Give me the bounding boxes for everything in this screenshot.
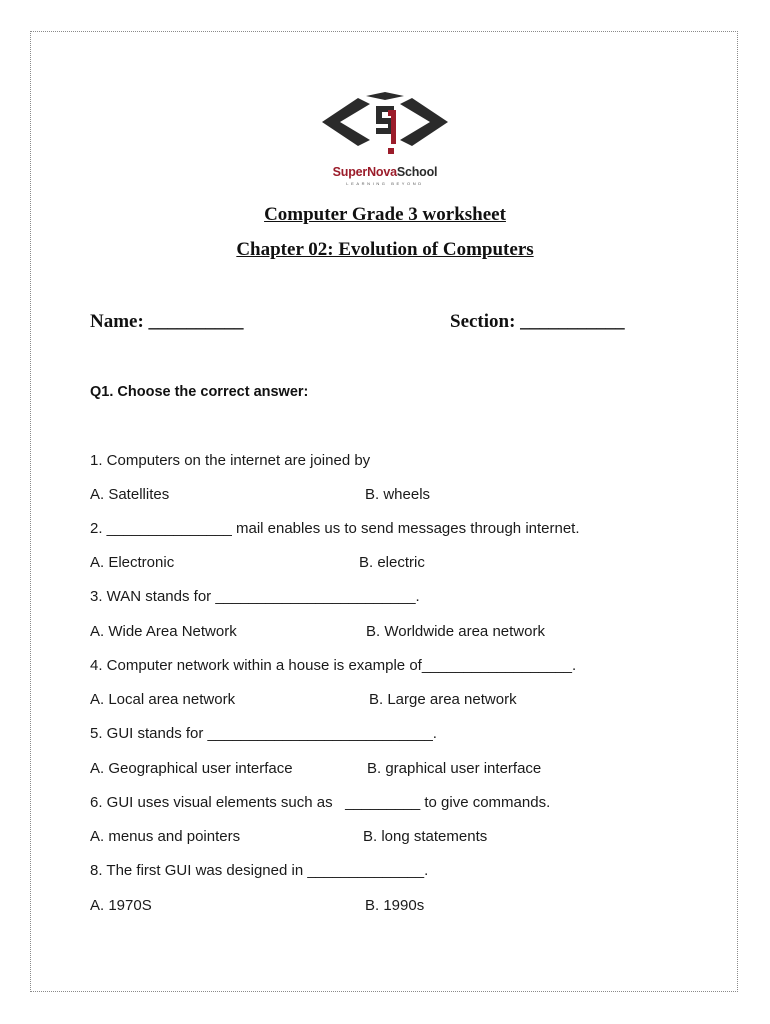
logo-brand-text	[318, 165, 452, 179]
q3-option-b[interactable]: B. Worldwide area network	[366, 623, 545, 640]
question-8: 8. The first GUI was designed in ______________.	[90, 862, 429, 879]
worksheet-title: Computer Grade 3 worksheet	[264, 204, 506, 225]
question-6: 6. GUI uses visual elements such as _________ to give commands.	[90, 794, 551, 811]
q5-option-b[interactable]: B. graphical user interface	[367, 760, 542, 777]
section-field[interactable]: Section: ___________	[450, 311, 625, 332]
q1-option-b[interactable]: B. wheels	[365, 486, 431, 503]
q2-option-a[interactable]: A. Electronic	[90, 554, 175, 571]
graduation-cap-icon	[318, 92, 452, 164]
question-1: 1. Computers on the internet are joined by	[90, 452, 371, 469]
q8-option-a[interactable]: A. 1970S	[90, 897, 152, 914]
name-field[interactable]: Name: __________	[90, 311, 244, 332]
school-logo	[318, 92, 452, 188]
q4-option-b[interactable]: B. Large area network	[369, 691, 517, 708]
q2-option-b[interactable]: B. electric	[359, 554, 425, 571]
question-5: 5. GUI stands for ___________________________.	[90, 725, 437, 742]
chapter-title: Chapter 02: Evolution of Computers	[236, 239, 534, 260]
question-4: 4. Computer network within a house is example of__________________.	[90, 657, 577, 674]
question-heading: Q1. Choose the correct answer:	[90, 384, 309, 400]
q1-option-a[interactable]: A. Satellites	[90, 486, 170, 503]
question-3: 3. WAN stands for ________________________.	[90, 588, 420, 605]
logo-brand-part2: School	[396, 165, 438, 179]
q3-option-a[interactable]: A. Wide Area Network	[90, 623, 237, 640]
q4-option-a[interactable]: A. Local area network	[90, 691, 236, 708]
question-2: 2. _______________ mail enables us to send messages through internet.	[90, 520, 580, 537]
logo-brand-part1: SuperNova	[332, 165, 397, 179]
q5-option-a[interactable]: A. Geographical user interface	[90, 760, 293, 777]
logo-tagline: LEARNING BEYOND	[346, 181, 424, 186]
q8-option-b[interactable]: B. 1990s	[365, 897, 425, 914]
q6-option-b[interactable]: B. long statements	[363, 828, 488, 845]
q6-option-a[interactable]: A. menus and pointers	[90, 828, 241, 845]
